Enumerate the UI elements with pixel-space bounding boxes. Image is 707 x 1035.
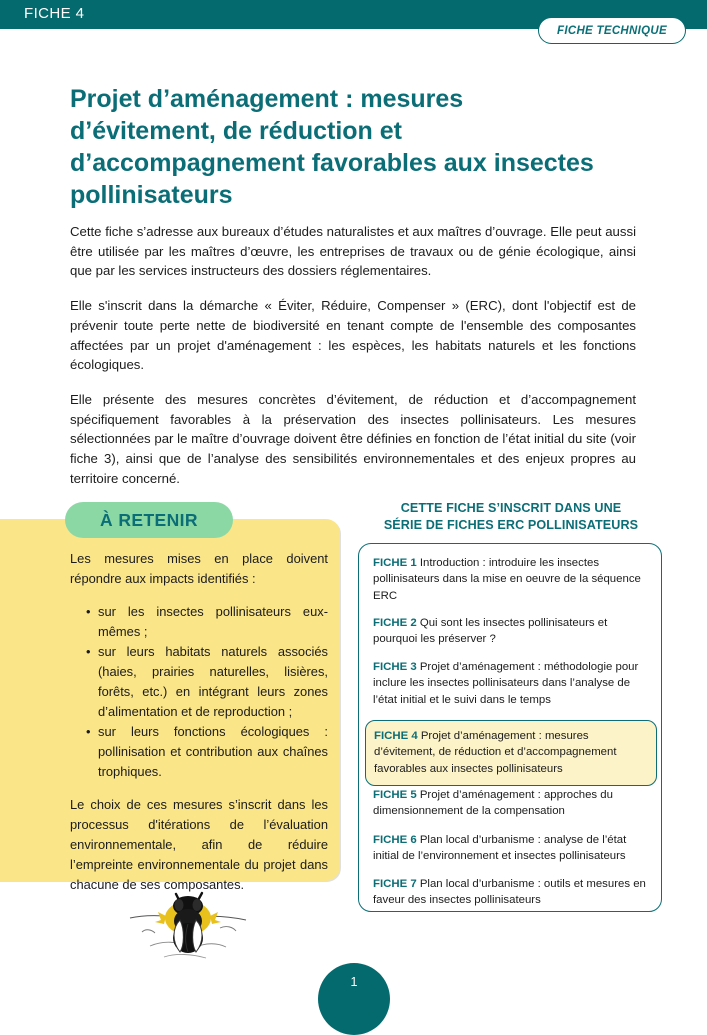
fiche-number: FICHE 5 [373,789,417,801]
list-item[interactable] [373,659,649,708]
series-heading-line-1: CETTE FICHE S’INSCRIT DANS UNE [400,501,622,515]
fiche-text: Plan local d’urbanisme : outils et mesures en faveur des insectes pollinisateurs [373,878,646,907]
a-retenir-bullet-list [70,602,328,782]
intro-paragraph-3: Elle présente des mesures concrètes d’évitement, de réduction et d’accompagnement spécifiquement favorables à la préservation des insectes pollinisateurs. Les mesures sélectionnées par le maître d’ouvrage doivent être définies en fonction de l’état initial du site (voir fiche 3), ainsi que de l’analyse des sensibilités environnementales et des enjeux propres au territoire concerné. [70,391,636,486]
series-heading [358,500,664,534]
list-item[interactable] [373,787,649,820]
header-fiche-label: FICHE 4 [24,5,85,22]
fiche-number: FICHE 7 [373,878,417,890]
list-item: • sur les insectes pollinisateurs eux-mêmes ; [88,602,328,642]
intro-paragraph-2: Elle s'inscrit dans la démarche « Éviter, Réduire, Compenser » (ERC), dont l'objectif est de prévenir toute perte nette de biodiversité en tenant compte de l'ensemble des composantes affectées par un projet d'aménagement : les espèces, les habitats naturels et les fonctions écologiques. [70,298,636,373]
page-title: Projet d’aménagement : mesures d’évitement, de réduction et d’accompagnement favorables aux insectes pollinisateurs [70,84,594,209]
bee-illustration [128,884,248,970]
page-number-badge [318,963,390,1035]
fiche-number: FICHE 6 [373,834,417,846]
fiche-number: FICHE 3 [373,661,417,673]
page-number: 1 [350,975,358,989]
fiche-series-list [358,543,662,912]
fiche-text: Projet d’aménagement : mesures d’évitement, de réduction et d’accompagnement favorables aux insectes pollinisateurs [374,730,617,775]
fiche-text: Plan local d’urbanisme : analyse de l’état initial de l’environnement et insectes pollinisateurs [373,834,627,863]
fiche-number: FICHE 1 [373,557,417,569]
a-retenir-pill: À RETENIR [65,502,233,538]
fiche-text: Introduction : introduire les insectes pollinisateurs dans la mise en oeuvre de la séquence ERC [373,557,641,602]
intro-text-block [70,222,636,503]
fiche-text: Projet d’aménagement : approches du dimensionnement de la compensation [373,789,613,818]
fiche-text: Projet d’aménagement : méthodologie pour inclure les insectes pollinisateurs dans l’analyse de l’état initial et le suivi dans le temps [373,661,639,706]
fiche-text: Qui sont les insectes pollinisateurs et pourquoi les préserver ? [373,617,608,646]
a-retenir-intro: Les mesures mises en place doivent répondre aux impacts identifiés : [70,551,328,586]
fiche-technique-badge: FICHE TECHNIQUE [538,17,686,44]
list-item[interactable] [373,876,649,909]
a-retenir-closing: Le choix de ces mesures s’inscrit dans les processus d'itérations de l’évaluation environnementale, afin de réduire l’empreinte environnementale du projet dans chacune de ses composantes. [70,797,328,892]
fiche-number: FICHE 4 [374,730,418,742]
list-item-active[interactable] [365,720,657,786]
list-item: • sur leurs habitats naturels associés (haies, prairies naturelles, lisières, forêts, etc.) en intégrant leurs zones d’alimentation et de reproduction ; [88,642,328,722]
list-item[interactable] [373,832,649,865]
list-item: • sur leurs fonctions écologiques : pollinisation et contribution aux chaînes trophiques. [88,722,328,782]
series-heading-line-2: SÉRIE DE FICHES ERC POLLINISATEURS [383,518,639,532]
a-retenir-content [70,549,328,908]
fiche-number: FICHE 2 [373,617,417,629]
list-item[interactable] [373,615,649,648]
intro-paragraph-1: Cette fiche s’adresse aux bureaux d’études naturalistes et aux maîtres d’ouvrage. Elle peut aussi être utilisée par les maîtres d’œuvre, les entreprises de travaux ou de génie écologique, ainsi que par les services instructeurs des dossiers réglementaires. [70,224,636,279]
list-item[interactable] [373,555,649,604]
